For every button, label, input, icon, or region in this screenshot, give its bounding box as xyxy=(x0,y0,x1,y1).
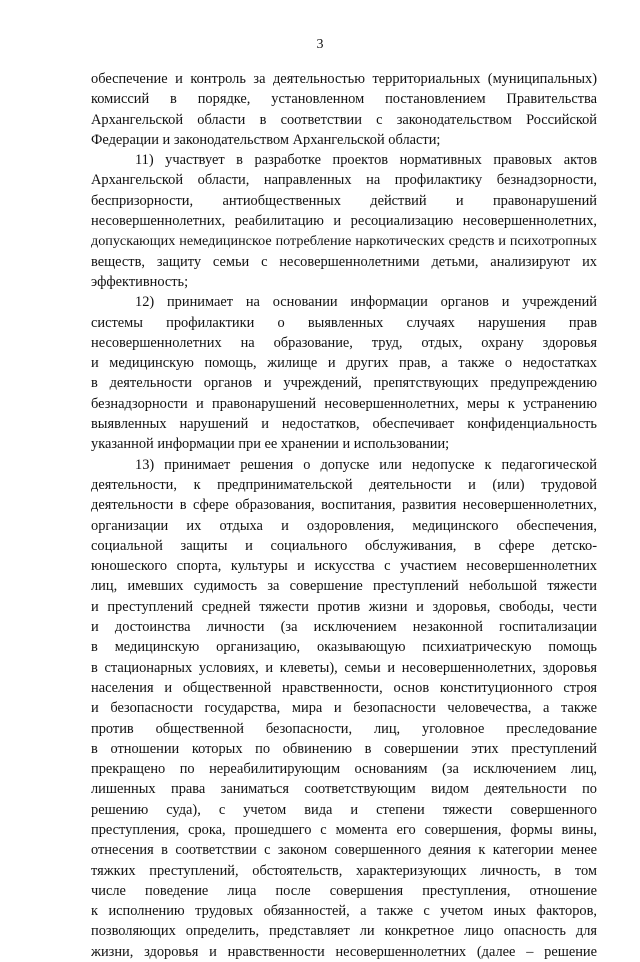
text-line: решению суда), с учетом вида и степени тяжести совершенного xyxy=(91,801,597,818)
text-line: числе поведение лица после совершения преступления, отношение xyxy=(91,882,597,899)
text-line: допускающих немедицинское потребление наркотических средств и психотропных xyxy=(91,233,597,250)
text-line: и достоинства личности (за исключением незаконной госпитализации xyxy=(91,619,597,636)
text-line: и медицинскую помощь, жилище и других прав, а также о недостатках xyxy=(91,355,597,372)
text-line: жизни, здоровья и нравственности несовершеннолетних (далее – решение xyxy=(91,943,597,960)
text-line: юношеского спорта, культуры и искусства с участием несовершеннолетних xyxy=(91,558,597,575)
text-line: против общественной безопасности, лиц, уголовное преследование xyxy=(91,720,597,737)
text-line: Федерации и законодательством Архангельской области; xyxy=(91,131,441,148)
text-line: Архангельской области, направленных на профилактику безнадзорности, xyxy=(91,172,597,189)
text-line: отнесения в соответствии с законом совершенного деяния к категории менее xyxy=(91,842,597,859)
text-line: комиссий в порядке, установленном постановлением Правительства xyxy=(91,91,597,108)
text-line: Архангельской области в соответствии с законодательством Российской xyxy=(91,111,597,128)
text-line: в стационарных условиях, и клеветы), семьи и несовершеннолетних, здоровья xyxy=(91,659,597,676)
text-line: указанной информации при ее хранении и использовании; xyxy=(91,436,450,453)
document-body xyxy=(91,69,597,962)
text-line: в отношении которых по обвинению в совершении этих преступлений xyxy=(91,740,597,757)
text-line: прекращено по нереабилитирующим основаниям (за исключением лиц, xyxy=(91,761,597,778)
text-line: 13) принимает решения о допуске или недопуске к педагогической xyxy=(135,456,597,473)
text-line: и преступлений средней тяжести против жизни и здоровья, свободы, чести xyxy=(91,598,597,615)
text-line: населения и общественной нравственности, основ конституционного строя xyxy=(91,679,597,696)
text-line: лишенных права заниматься соответствующим видом деятельности по xyxy=(91,781,597,798)
text-line: веществ, защиту семьи с несовершеннолетними детьми, анализируют их xyxy=(91,253,597,270)
text-line: позволяющих определить, представляет ли конкретное лицо опасность для xyxy=(91,923,597,940)
text-line: эффективность; xyxy=(91,273,189,290)
text-line: и безопасности государства, мира и безопасности человечества, а также xyxy=(91,700,597,717)
text-line: несовершеннолетних, реабилитацию и ресоциализацию несовершеннолетних, xyxy=(91,213,597,230)
text-line: лиц, имевших судимость за совершение преступлений небольшой тяжести xyxy=(91,578,597,595)
text-line: выявленных нарушений и недостатков, обеспечивает конфиденциальность xyxy=(91,416,597,433)
text-line: беспризорности, антиобщественных действий и правонарушений xyxy=(91,192,597,209)
text-line: деятельности в сфере образования, воспитания, развития несовершеннолетних, xyxy=(91,497,597,514)
text-line: в деятельности органов и учреждений, препятствующих предупреждению xyxy=(91,375,597,392)
page-number: 3 xyxy=(316,37,324,52)
text-line: социальной защиты и социального обслуживания, в сфере детско- xyxy=(91,537,597,554)
text-line: 11) участвует в разработке проектов нормативных правовых актов xyxy=(135,152,597,169)
text-line: безнадзорности и правонарушений несовершеннолетних, меры к устранению xyxy=(91,395,597,412)
text-line: несовершеннолетних на образование, труд, отдых, охрану здоровья xyxy=(91,334,597,351)
text-line: преступления, срока, прошедшего с момента его совершения, формы вины, xyxy=(91,821,597,838)
text-line: тяжких преступлений, обстоятельств, характеризующих личность, в том xyxy=(91,862,597,879)
text-line: организации их отдыха и оздоровления, медицинского обеспечения, xyxy=(91,517,597,534)
text-line: системы профилактики о выявленных случаях нарушения прав xyxy=(91,314,597,331)
text-line: обеспечение и контроль за деятельностью территориальных (муниципальных) xyxy=(91,71,597,87)
text-line: 12) принимает на основании информации органов и учреждений xyxy=(135,294,597,311)
text-line: в медицинскую организацию, оказывающую психиатрическую помощь xyxy=(91,639,597,656)
text-line: деятельности, к предпринимательской деятельности и (или) трудовой xyxy=(91,476,597,493)
text-line: к исполнению трудовых обязанностей, а также с учетом иных факторов, xyxy=(91,903,597,920)
